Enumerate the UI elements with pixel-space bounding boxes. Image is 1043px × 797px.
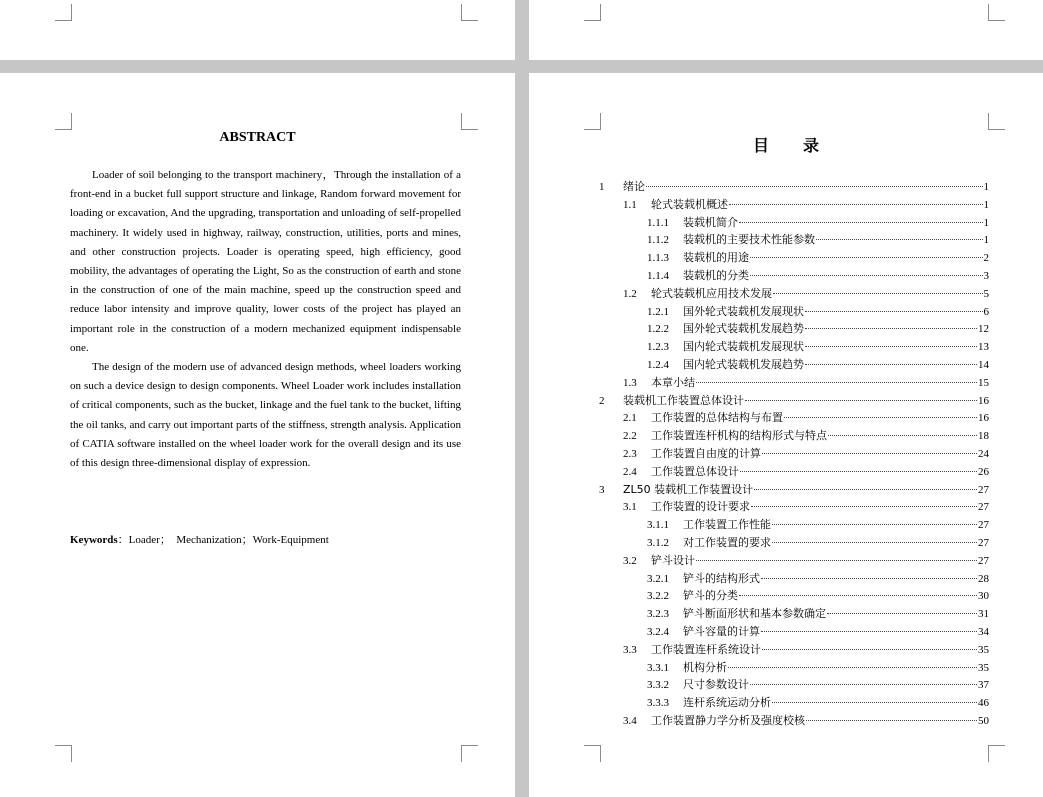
toc-dot-leader (805, 311, 983, 312)
toc-entry-title: 连杆系统运动分析 (683, 696, 771, 710)
toc-entry[interactable] (599, 498, 989, 516)
toc-dot-leader (729, 204, 983, 205)
keywords-line (70, 531, 329, 547)
toc-entry-number: 3.2.4 (647, 625, 669, 638)
toc-entry-page: 34 (978, 625, 989, 638)
toc-dot-leader (751, 506, 977, 507)
toc-entry-number: 1.1.3 (647, 252, 669, 265)
toc-entry-title: 装载机简介 (683, 215, 738, 229)
toc-entry-page: 37 (978, 679, 989, 692)
toc-entry-title: 工作装置工作性能 (683, 518, 771, 532)
toc-entry-page: 27 (978, 519, 989, 532)
toc-title-char: 录 (803, 136, 820, 155)
toc-entry-title: 铲斗的分类 (683, 589, 738, 603)
toc-entry-number: 1.2.4 (647, 358, 669, 371)
toc-dot-leader (816, 239, 983, 240)
toc-entry-page: 50 (978, 714, 989, 727)
toc-entry-title: 工作装置总体设计 (651, 464, 739, 478)
toc-entry-page: 27 (978, 483, 989, 496)
toc-entry-number: 1.1 (623, 198, 637, 211)
toc-entry[interactable] (599, 570, 989, 588)
toc-dot-leader (762, 649, 977, 650)
toc-dot-leader (750, 257, 983, 258)
toc-dot-leader (750, 275, 983, 276)
toc-entry-title: 机构分析 (683, 660, 727, 674)
toc-dot-leader (772, 702, 977, 703)
toc-entry[interactable] (599, 659, 989, 677)
toc-entry[interactable] (599, 641, 989, 659)
toc-entry-title: 本章小结 (651, 375, 695, 389)
toc-dot-leader (739, 222, 983, 223)
toc-entry[interactable] (599, 427, 989, 445)
toc-entry-title: 国内轮式装载机发展现状 (683, 340, 804, 354)
toc-entry-number: 2.3 (623, 447, 637, 460)
toc-dot-leader (739, 595, 977, 596)
toc-entry-title: 工作装置连杆系统设计 (651, 642, 761, 656)
toc-entry-number: 3.2.1 (647, 572, 669, 585)
toc-entry-number: 2.4 (623, 465, 637, 478)
toc-entry-title: 装载机工作装置总体设计 (623, 393, 744, 407)
toc-dot-leader (761, 631, 977, 632)
crop-mark (461, 4, 478, 21)
toc-entry[interactable] (599, 231, 989, 249)
toc-entry-number: 1.3 (623, 376, 637, 389)
toc-dot-leader (750, 684, 977, 685)
toc-entry-title: 工作装置的总体结构与布置 (651, 411, 783, 425)
toc-entry-number: 2 (599, 394, 605, 407)
toc-entry[interactable] (599, 623, 989, 641)
toc-dot-leader (646, 186, 983, 187)
toc-entry[interactable] (599, 178, 989, 196)
toc-entry[interactable] (599, 587, 989, 605)
page-abstract (0, 73, 515, 797)
toc-entry-title: 铲斗设计 (651, 553, 695, 567)
toc-title (529, 133, 1043, 156)
toc-entry[interactable] (599, 196, 989, 214)
toc-entry-title: 工作装置自由度的计算 (651, 446, 761, 460)
toc-dot-leader (745, 400, 977, 401)
toc-entry-page: 30 (978, 590, 989, 603)
toc-entry-number: 2.1 (623, 412, 637, 425)
crop-mark (988, 113, 1005, 130)
toc-entry-title: ZL50 装载机工作装置设计 (623, 482, 754, 496)
toc-entry-page: 46 (978, 697, 989, 710)
toc-entry[interactable] (599, 285, 989, 303)
toc-entry-number: 1.2.1 (647, 305, 669, 318)
toc-entry-page: 6 (983, 305, 989, 318)
toc-entry-number: 3.3.3 (647, 697, 669, 710)
toc-entry-page: 14 (978, 358, 989, 371)
toc-entry-title: 国外轮式装载机发展趋势 (683, 322, 804, 336)
crop-mark (584, 113, 601, 130)
toc-entry[interactable] (599, 605, 989, 623)
toc-entry-title: 国外轮式装载机发展现状 (683, 304, 804, 318)
toc-entry-page: 3 (983, 269, 989, 282)
toc-dot-leader (772, 524, 977, 525)
abstract-paragraph: Loader of soil belonging to the transport machinery，Through the installation of a front-end in a bucket full support structure and linkage, Random forward movement for loading or excavation, And the upgrading, transportation and unloading of self-propelled machinery. It widely used in highway, railway, construction, utilities, ports and mines, and other construction projects. Loader is operating speed, high efficiency, good mobility, the advantages of operating the Light, So as the construction of earth and stone in the construction of one of the main machine, speed up the construction speed and reduce labor intensity and improve quality, lower costs of the project has played an important role in the construction of a modern mechanized equipment indispensable one. (70, 169, 461, 354)
keywords-label: Keywords (70, 534, 118, 546)
crop-mark (55, 4, 72, 21)
toc-entry-page: 26 (978, 465, 989, 478)
toc-dot-leader (828, 435, 977, 436)
toc-entry-page: 1 (983, 198, 989, 211)
crop-mark (55, 113, 72, 130)
toc-entry-number: 3.1.2 (647, 536, 669, 549)
toc-entry-number: 3 (599, 483, 605, 496)
toc-entry-page: 18 (978, 430, 989, 443)
toc-entry[interactable] (599, 267, 989, 285)
toc-entry[interactable] (599, 463, 989, 481)
toc-entry-number: 1.2.2 (647, 323, 669, 336)
toc-entry[interactable] (599, 694, 989, 712)
toc-entry-title: 装载机的分类 (683, 268, 749, 282)
toc-title-char: 目 (752, 136, 769, 155)
toc-entry-number: 3.2.3 (647, 608, 669, 621)
toc-entry[interactable] (599, 481, 989, 499)
toc-dot-leader (805, 346, 977, 347)
toc-entry[interactable] (599, 338, 989, 356)
toc-dot-leader (805, 328, 977, 329)
toc-dot-leader (784, 417, 977, 418)
toc-dot-leader (762, 453, 977, 454)
toc-entry[interactable] (599, 249, 989, 267)
toc-entry-title: 轮式装载机应用技术发展 (651, 286, 772, 300)
toc-entry-page: 2 (983, 252, 989, 265)
toc-entry-title: 轮式装载机概述 (651, 197, 728, 211)
toc-entry[interactable] (599, 676, 989, 694)
toc-dot-leader (772, 542, 977, 543)
toc-entry[interactable] (599, 392, 989, 410)
toc-dot-leader (728, 667, 977, 668)
toc-entry-number: 1.1.4 (647, 269, 669, 282)
toc-entry[interactable] (599, 374, 989, 392)
toc-entry-page: 16 (978, 394, 989, 407)
abstract-paragraph: The design of the modern use of advanced design methods, wheel loaders working on such a device design to design components. Wheel Loader work includes installation of critical components, such as the bucket, linkage and the fuel tank to the bucket, lifting the oil tanks, and carry out important parts of the stiffness, strength analysis. Application of CATIA software installed on the wheel loader work for the overall design and its use of this design three-dimensional display of expression. (70, 361, 461, 470)
toc-entry[interactable] (599, 712, 989, 730)
toc-dot-leader (696, 560, 977, 561)
toc-entry[interactable] (599, 214, 989, 232)
toc-entry[interactable] (599, 303, 989, 321)
toc-entry-number: 3.3.2 (647, 679, 669, 692)
toc-entry-number: 1 (599, 181, 605, 193)
toc-entry-page: 16 (978, 412, 989, 425)
toc-entry-number: 3.3 (623, 643, 637, 656)
crop-mark (584, 4, 601, 21)
toc-entry-page: 12 (978, 323, 989, 336)
keywords-text: ：Loader； Mechanization；Work-Equipment (117, 534, 329, 546)
toc-entry-page: 5 (983, 287, 989, 300)
page-table-of-contents (529, 73, 1043, 797)
toc-dot-leader (754, 489, 977, 490)
toc-dot-leader (805, 364, 977, 365)
toc-dot-leader (740, 471, 977, 472)
toc-entry-title: 铲斗容量的计算 (683, 624, 760, 638)
toc-entry[interactable] (599, 516, 989, 534)
toc-entry-title: 铲斗的结构形式 (683, 571, 760, 585)
toc-dot-leader (773, 293, 983, 294)
toc-entry[interactable] (599, 356, 989, 374)
toc-entry-title: 对工作装置的要求 (683, 535, 771, 549)
toc-entry[interactable] (599, 534, 989, 552)
toc-entry-number: 3.3.1 (647, 661, 669, 674)
toc-entry[interactable] (599, 552, 989, 570)
toc-entry-number: 1.1.1 (647, 216, 669, 229)
toc-dot-leader (806, 720, 977, 721)
toc-entry-title: 绪论 (623, 180, 645, 193)
toc-entry-page: 27 (978, 554, 989, 567)
toc-entry-page: 27 (978, 501, 989, 514)
toc-entry-title: 工作装置的设计要求 (651, 500, 750, 514)
toc-entry-page: 27 (978, 536, 989, 549)
crop-mark (55, 745, 72, 762)
toc-entry-page: 1 (983, 234, 989, 247)
toc-entry-number: 2.2 (623, 430, 637, 443)
crop-mark (988, 745, 1005, 762)
toc-entry-number: 3.2.2 (647, 590, 669, 603)
toc-entry-number: 1.1.2 (647, 234, 669, 247)
toc-entry-title: 工作装置连杆机构的结构形式与特点 (651, 429, 827, 443)
crop-mark (584, 745, 601, 762)
toc-entry-number: 3.1.1 (647, 519, 669, 532)
toc-entry-title: 尺寸参数设计 (683, 678, 749, 692)
toc-entry-page: 15 (978, 376, 989, 389)
toc-entry-title: 装载机的用途 (683, 251, 749, 265)
toc-entry-number: 1.2 (623, 287, 637, 300)
toc-dot-leader (696, 382, 977, 383)
toc-dot-leader (827, 613, 977, 614)
toc-dot-leader (761, 578, 977, 579)
toc-entry-page: 24 (978, 447, 989, 460)
crop-mark (461, 745, 478, 762)
toc-entry-page: 1 (983, 216, 989, 229)
toc-entry-page: 13 (978, 341, 989, 354)
toc-entry-number: 3.4 (623, 714, 637, 727)
crop-mark (988, 4, 1005, 21)
page-top-right (529, 0, 1043, 60)
toc-entry-number: 3.1 (623, 501, 637, 514)
toc-entry-number: 3.2 (623, 554, 637, 567)
crop-mark (461, 113, 478, 130)
toc-entry-page: 35 (978, 661, 989, 674)
toc-entry-number: 1.2.3 (647, 341, 669, 354)
toc-entry-title: 装载机的主要技术性能参数 (683, 233, 815, 247)
toc-entry-title: 国内轮式装载机发展趋势 (683, 357, 804, 371)
toc-entry[interactable] (599, 320, 989, 338)
abstract-body (70, 166, 461, 473)
toc-entry[interactable] (599, 409, 989, 427)
toc-entry-page: 31 (978, 608, 989, 621)
toc-list (599, 178, 989, 730)
toc-entry-title: 工作装置静力学分析及强度校核 (651, 713, 805, 727)
toc-entry[interactable] (599, 445, 989, 463)
toc-entry-title: 铲斗断面形状和基本参数确定 (683, 607, 826, 621)
toc-entry-page: 28 (978, 572, 989, 585)
toc-entry-page: 35 (978, 643, 989, 656)
toc-entry-page: 1 (983, 181, 989, 193)
page-top-left (0, 0, 515, 60)
abstract-title: ABSTRACT (219, 130, 296, 145)
